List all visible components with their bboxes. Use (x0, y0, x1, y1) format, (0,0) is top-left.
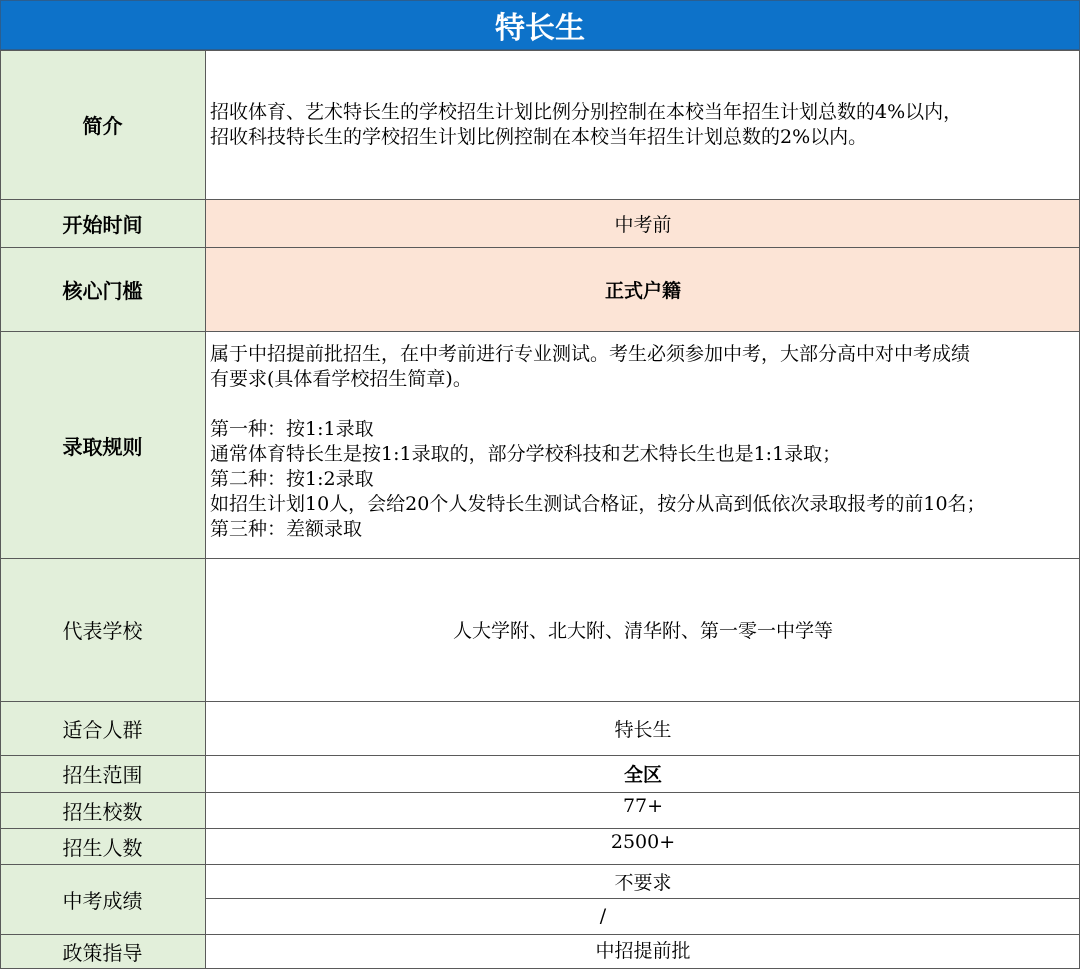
grid-line (0, 199, 1080, 200)
value-start-time: 中考前 (206, 199, 1080, 247)
intro-line-1: 招收体育、艺术特长生的学校招生计划比例分别控制在本校当年招生计划总数的4%以内， (210, 101, 963, 123)
label-policy: 政策指导 (0, 934, 206, 969)
row-start-time (0, 199, 1080, 247)
value-scope: 全区 (623, 764, 662, 786)
value-intro (206, 50, 1080, 199)
row-student-count (0, 828, 1080, 864)
rules-line-2: 有要求(具体看学校招生简章)。 (210, 368, 472, 390)
rules-line-8: 第三种：差额录取 (210, 518, 363, 540)
label-suitable: 适合人群 (0, 701, 206, 755)
grid-line (0, 755, 1080, 756)
value-suitable: 特长生 (614, 718, 672, 741)
rules-line-3 (210, 392, 1080, 417)
label-student-count: 招生人数 (0, 828, 206, 864)
value-policy: 中招提前批 (595, 940, 691, 962)
label-core-threshold: 核心门槛 (0, 247, 206, 332)
grid-line (0, 828, 1080, 829)
value-exam-score-main: 不要求 (614, 871, 672, 894)
row-policy (0, 934, 1080, 969)
label-schools: 代表学校 (0, 558, 206, 701)
label-start-time: 开始时间 (0, 199, 206, 247)
label-exam-score: 中考成绩 (0, 864, 206, 934)
value-admission-rules (206, 332, 1080, 558)
rules-line-5: 通常体育特长生是按1:1录取的，部分学校科技和艺术特长生也是1:1录取； (210, 443, 842, 465)
row-scope (0, 755, 1080, 792)
grid-line (0, 331, 1080, 332)
grid-line (0, 864, 1080, 865)
rules-line-7: 如招生计划10人，会给20个人发特长生测试合格证，按分从高到低依次录取报考的前10名； (210, 493, 986, 515)
grid-line (0, 934, 1080, 935)
row-intro (0, 50, 1080, 199)
intro-line-2: 招收科技特长生的学校招生计划比例控制在本校当年招生计划总数的2%以内。 (210, 126, 868, 148)
grid-line (0, 50, 1080, 51)
grid-line (0, 247, 1080, 248)
grid-line (0, 701, 1080, 702)
rules-line-6: 第二种：按1:2录取 (210, 468, 374, 490)
value-student-count: 2500+ (610, 831, 676, 853)
value-exam-score (206, 864, 1080, 934)
value-core-threshold: 正式户籍 (206, 247, 1080, 332)
label-scope: 招生范围 (0, 755, 206, 792)
row-admission-rules (0, 332, 1080, 558)
label-school-count: 招生校数 (0, 792, 206, 828)
rules-line-4: 第一种：按1:1录取 (210, 418, 374, 440)
row-exam-score (0, 864, 1080, 934)
table-title: 特长生 (0, 0, 1080, 50)
label-admission-rules: 录取规则 (0, 332, 206, 558)
value-exam-score-sub: / (599, 905, 607, 927)
grid-line (0, 50, 1, 969)
grid-line (0, 558, 1080, 559)
value-schools: 人大学附、北大附、清华附、第一零一中学等 (452, 620, 833, 642)
grid-line (0, 792, 1080, 793)
row-school-count (0, 792, 1080, 828)
row-suitable (0, 701, 1080, 755)
rules-line-1: 属于中招提前批招生，在中考前进行专业测试。考生必须参加中考，大部分高中对中考成绩 (210, 343, 971, 365)
row-schools (0, 558, 1080, 701)
grid-line (206, 898, 1080, 899)
label-intro: 简介 (0, 50, 206, 199)
row-core-threshold (0, 247, 1080, 332)
value-school-count: 77+ (622, 795, 664, 817)
